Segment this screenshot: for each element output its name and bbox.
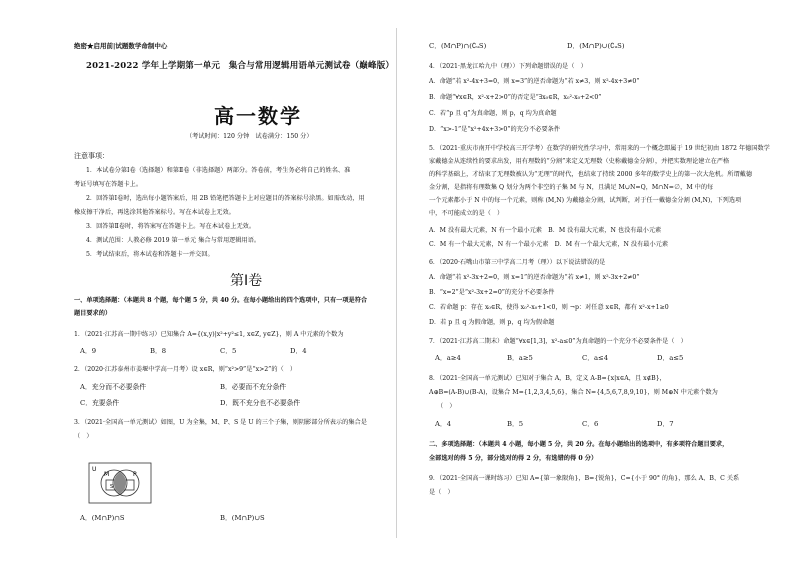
- option: A．命题“若 x²-3x+2=0，则 x=1”的逆否命题为“若 x≠1，则 x²-3x+2≠0”: [429, 274, 640, 281]
- option: D．7: [657, 420, 674, 428]
- question-5-cont: 金分割，是指将有理数集 Q 划分为两个非空的子集 M 与 N，且满足 M∪N=Q，M∩N=∅，M 中的每: [429, 184, 714, 191]
- section-2-title-cont: 全部选对的得 5 分，部分选对的得 2 分，有选错的得 0 分）: [429, 455, 598, 462]
- exam-title: 2021-2022 学年上学期第一单元 集合与常用逻辑用语单元测试卷（巅峰版）: [86, 61, 395, 71]
- option: A．(M∩P)∩S: [80, 514, 125, 522]
- option: A．充分而不必要条件: [80, 383, 147, 391]
- question-8: 8．（2021·全国高一单元测试）已知对于集合 A，B，定义 A-B={x|x∈A，且 x∉B}，: [429, 375, 666, 382]
- option: C．若命题 p：存在 x₀∈R，使得 x₀²-x₀+1<0，则 ¬p：对任意 x∈R，都有 x²-x+1≥0: [429, 304, 669, 311]
- option: B．(M∩P)∪S: [220, 514, 265, 522]
- section-title-cont: 题目要求的）: [74, 310, 112, 317]
- question-5-cont: 中，不可能成立的是（ ）: [429, 210, 504, 217]
- label-m: M: [104, 471, 110, 478]
- option: B．命题“∀x∈R，x²-x+2>0”的否定是“∃x₀∈R，x₀²-x₀+2<0”: [429, 94, 602, 101]
- question-9-cont: 是（ ）: [429, 489, 454, 496]
- option: C．充要条件: [80, 399, 120, 407]
- option: C．5: [220, 347, 237, 355]
- venn-diagram: [88, 462, 152, 504]
- right-page: [397, 0, 794, 562]
- question-3-cont: （ ）: [74, 433, 93, 440]
- question-4: 4．（2021·黑龙江哈九中（理））下列命题错误的是（ ）: [429, 63, 587, 70]
- section-2-title: 二、多项选择题：（本题共 4 小题，每小题 5 分，共 20 分。在每小题给出的选项中，有多项符合题目要求，: [429, 441, 729, 448]
- time-score: （考试时间：120 分钟 试卷满分：150 分）: [186, 133, 313, 140]
- notice-line: 1．本试卷分第Ⅰ卷（选择题）和第Ⅱ卷（非选择题）两部分。答卷前，考生务必将自己的姓名、准: [86, 167, 351, 174]
- option: D．4: [290, 347, 307, 355]
- question-7: 7．（2021·江苏高二期末）命题“∀x∈[1,3]，x²-a≤0”为真命题的一个充分不必要条件是（ ）: [429, 338, 687, 345]
- label-u: U: [92, 466, 97, 473]
- notice-line: 4．测试范围：人教必修 2019 第一单元 集合与常用逻辑用语。: [86, 237, 261, 244]
- question-1: 1．（2021·江苏高一期中练习）已知集合 A={(x,y)|x²+y²≤1, x∈Z, y∈Z}，则 A 中元素的个数为: [74, 331, 344, 338]
- option: A．4: [435, 420, 452, 428]
- option: C．a≤4: [582, 354, 609, 362]
- option: D．若 p 且 q 为假命题，则 p，q 均为假命题: [429, 319, 555, 326]
- question-5: 5．（2021·重庆市南开中学校高三开学考）在数学的研究性学习中，常用来的一个概念即属于 19 世纪初由 1872 年德国数学: [429, 145, 770, 152]
- option: D．既不充分也不必要条件: [220, 399, 301, 407]
- label-p: P: [133, 471, 137, 478]
- option: A．a≥4: [435, 354, 461, 362]
- question-5-cont: 家戴德金从连续性的要求出发，用有理数的“分割”来定义无理数（史称戴德金分割），并把实数理论建立在严格: [429, 158, 730, 165]
- option: C．6: [582, 420, 599, 428]
- option: B．5: [507, 420, 524, 428]
- notice-line: 考证号填写在答题卡上。: [74, 181, 143, 188]
- section-title: 一、单项选择题：（本题共 8 个题，每个题 5 分，共 40 分。在每小题给出的四个选项中，只有一项是符合: [74, 297, 368, 304]
- notice-line: 2．回答第Ⅰ卷时，选出每小题答案后，用 2B 铅笔把答题卡上对应题目的答案标号涂黑。如需改动，用: [86, 195, 365, 202]
- question-3: 3．（2021·全国高一单元测试）如图，U 为全集，M、P、S 是 U 的三个子集，则阴影部分所表示的集合是: [74, 419, 367, 426]
- school-header: 绝密★启用前|试题数学命制中心: [74, 42, 168, 50]
- notice-line: 3．回答第Ⅱ卷时，将答案写在答题卡上。写在本试卷上无效。: [86, 223, 256, 230]
- notice-line: 橡皮擦干净后，再选涂其他答案标号。写在本试卷上无效。: [74, 209, 235, 216]
- notice-line: 5．考试结束后，将本试卷和答题卡一并交回。: [86, 251, 214, 258]
- option: D．a≤5: [657, 354, 684, 362]
- question-8-cont: （ ）: [437, 403, 456, 410]
- option: B．a≥5: [507, 354, 533, 362]
- option: A．9: [80, 347, 97, 355]
- label-s: S: [110, 484, 114, 490]
- volume-title: 第Ⅰ卷: [230, 273, 263, 289]
- option: A．M 没有最大元素，N 有一个最小元素 B．M 没有最大元素，N 也没有最小元素: [429, 227, 662, 234]
- question-9: 9．（2021·全国高一课时练习）已知 A={第一象限角}，B={锐角}，C={小于 90° 的角}，那么 A、B、C 关系: [429, 475, 740, 482]
- option: D．“x>-1”是“x²+4x+3>0”的充分不必要条件: [429, 126, 561, 133]
- option: C．(M∩P)∩(∁ᵤS): [429, 42, 487, 50]
- question-5-cont: 一个元素都小于 N 中的每一个元素，则称 (M,N) 为戴德金分割，试判断，对于任一戴德金分割 (M,N)，下列选项: [429, 197, 742, 204]
- option: A．命题“若 x²-4x+3=0，则 x=3”的逆否命题为“若 x≠3，则 x²-4x+3≠0”: [429, 78, 640, 85]
- subject-title: 高一数学: [214, 104, 302, 128]
- option: B．“x=2”是“x²-3x+2=0”的充分不必要条件: [429, 289, 555, 296]
- question-5-cont: 的科学基础上，才结束了无理数被认为“无理”的时代，也结束了持续 2000 多年的数学史上的第一次大危机。所谓戴德: [429, 171, 753, 178]
- option: B．8: [150, 347, 167, 355]
- option: D．(M∩P)∪(∁ᵤS): [567, 42, 625, 50]
- question-2: 2．（2020·江苏泰州市姜堰中学高一月考）设 x∈R，则“x²>9”是“x>2”的（ ）: [74, 366, 297, 373]
- notice-title: 注意事项：: [74, 152, 109, 160]
- option: B．必要而不充分条件: [220, 383, 287, 391]
- question-6: 6．（2020·石嘴山市第三中学高二月考（理））以下说法错误的是: [429, 259, 606, 266]
- question-8-cont: A⊕B=(A-B)∪(B-A)，设集合 M={1,2,3,4,5,6}，集合 N={4,5,6,7,8,9,10}，则 M⊕N 中元素个数为: [429, 389, 718, 396]
- option: C．M 有一个最大元素，N 有一个最小元素 D．M 有一个最大元素，N 没有最小元素: [429, 241, 669, 248]
- option: C．若“p 且 q”为真命题，则 p，q 均为真命题: [429, 110, 557, 117]
